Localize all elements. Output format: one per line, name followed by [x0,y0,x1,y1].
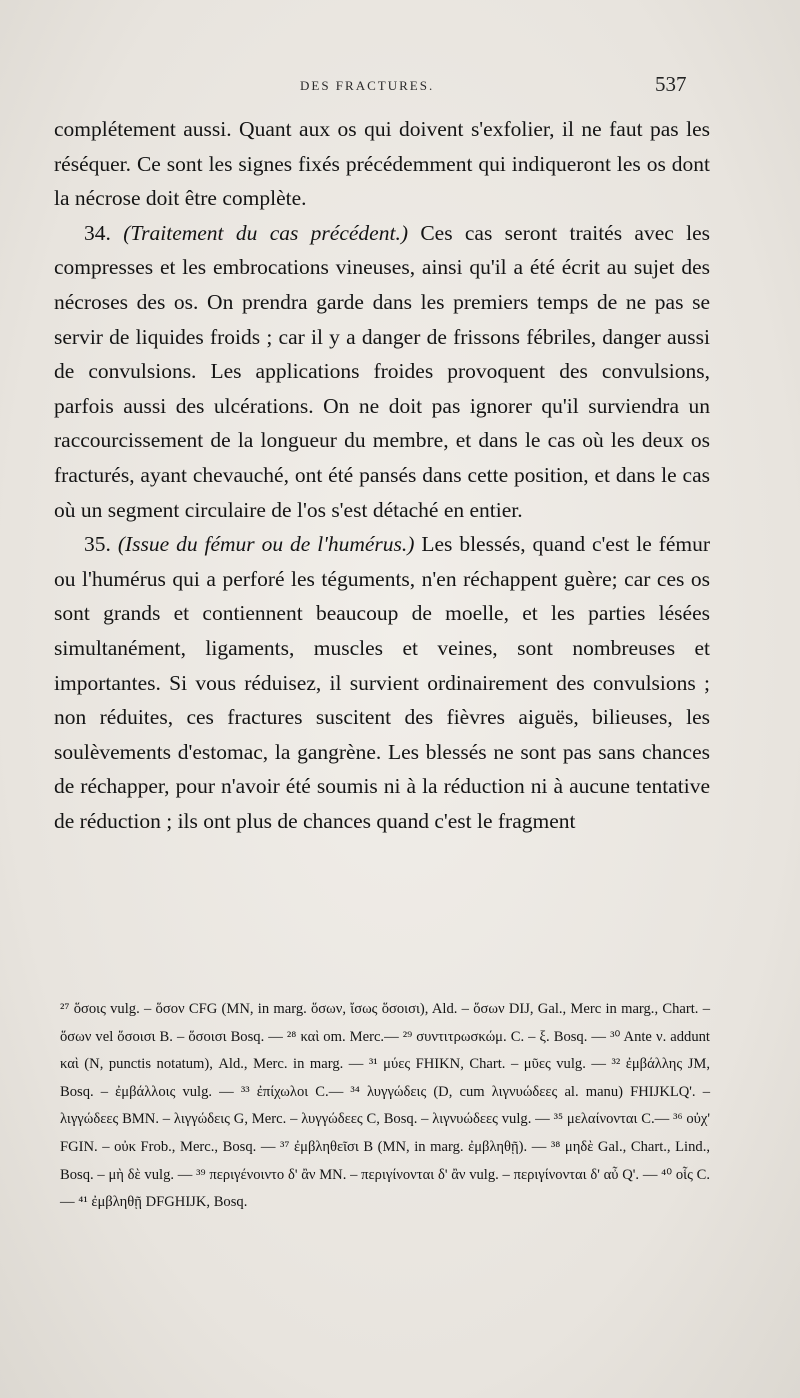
section-text: Ces cas seront traités avec les compresses et les embrocations vineuses, ainsi qu'il a été écrit au sujet des nécroses des os. On prendra garde dans les premiers temps de ne pas se servir de liquides froids ; car il y a danger de frissons fébriles, danger aussi de convulsions. Les applications froides provoquent des convulsions, parfois aussi des ulcérations. On ne doit pas ignorer qu'il surviendra un raccourcissement de la longueur du membre, et dans le cas où les deux os fracturés, ayant chevauché, ont été pansés dans cette position, et dans le cas où un segment circulaire de l'os s'est détaché en entier. [54,220,710,522]
section-text: Les blessés, quand c'est le fémur ou l'humérus qui a perforé les téguments, n'en réchappent guère; car ces os sont grands et contiennent beaucoup de moelle, et les parties lésées simultanément, ligaments, muscles et veines, sont nombreuses et importantes. Si vous réduisez, il survient ordinairement des convulsions ; non réduites, ces fractures suscitent des fièvres aiguës, bilieuses, les soulèvements d'estomac, la gangrène. Les blessés ne sont pas sans chances de réchapper, pour n'avoir été soumis ni à la réduction ni à aucune tentative de réduction ; ils ont plus de chances quand c'est le fragment [54,532,711,833]
paragraph-35 [54,527,710,838]
section-number: 34. [84,220,111,245]
section-rubric: (Issue du fémur ou de l'humérus.) [117,532,415,557]
section-rubric: (Traitement du cas précédent.) [123,220,408,245]
paragraph-continuation: complétement aussi. Quant aux os qui doivent s'exfolier, il ne faut pas les réséquer. Ce sont les signes fixés précédemment qui indiqueront les os dont la nécrose doit être complète. [54,117,710,211]
footnotes [60,996,710,1217]
running-title: DES FRACTURES. [300,78,435,93]
paragraph-34 [54,216,710,527]
footnote-apparatus: ²⁷ ὅσοις vulg. – ὅσον CFG (MN, in marg. ὅσων, ἴσως ὅσοισι), Ald. – ὅσων DIJ, Gal., Merc in marg., Chart. – ὅσων vel ὅσοισι B. – ὅσοισι Bosq. — ²⁸ καὶ om. Merc.— ²⁹ συντιτρωσκώμ. C. – ξ. Bosq. — ³⁰ Ante ν. addunt καὶ (N, punctis notatum), Ald., Merc. in marg. — ³¹ μύες FHIKN, Chart. – μῦες vulg. — ³² ἐμβάλλης JM, Bosq. – ἐμβάλλοις vulg. — ³³ ἐπίχωλοι C.— ³⁴ λυγγώδεις (D, cum λιγνυώδεες al. manu) FHIJKLQ'. – λιγγώδεες BMN. – λιγγώδεις G, Merc. – λυγγώδεες C, Bosq. – λιγνυώδεες vulg. — ³⁵ μελαίνονται C.— ³⁶ οὐχ' FGIN. – οὐκ Frob., Merc., Bosq. — ³⁷ ἐμβληθεῖσι B (MN, in marg. ἐμβληθῇ). — ³⁸ μηδὲ Gal., Chart., Lind., Bosq. – μὴ δὲ vulg. — ³⁹ περιγένοιντο δ' ἂν MN. – περιγίνονται δ' ἂν vulg. – περιγίνονται δ' αὖ Q'. — ⁴⁰ οἷς C. — ⁴¹ ἐμβληθῇ DFGHIJK, Bosq. [60,1001,710,1211]
main-text [54,112,710,838]
page-number: 537 [655,72,687,96]
section-number: 35. [84,532,111,557]
